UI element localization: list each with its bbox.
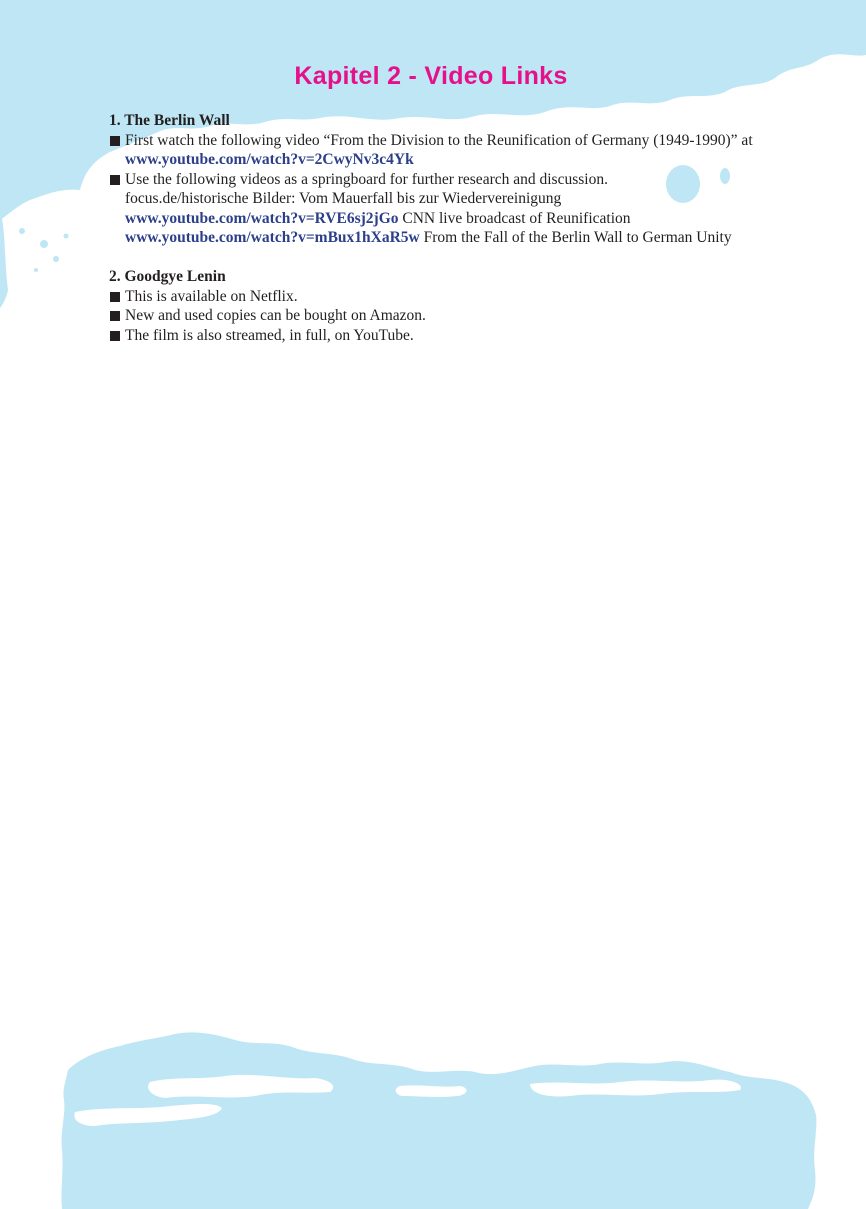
section-heading: 2. Goodgye Lenin — [109, 268, 226, 285]
video-link[interactable]: www.youtube.com/watch?v=mBux1hXaR5w — [125, 229, 420, 246]
list-item — [109, 131, 849, 151]
square-bullet-icon — [110, 136, 120, 146]
link-line — [109, 209, 849, 229]
square-bullet-icon — [110, 331, 120, 341]
page-title: Kapitel 2 - Video Links — [294, 62, 568, 90]
square-bullet-icon — [110, 175, 120, 185]
square-bullet-icon — [110, 311, 120, 321]
link-description: CNN live broadcast of Reunification — [402, 209, 631, 227]
item-text: This is available on Netflix. — [125, 287, 298, 305]
list-item — [109, 306, 849, 326]
square-bullet-icon — [110, 292, 120, 302]
item-text: New and used copies can be bought on Amazon. — [125, 307, 426, 324]
link-line — [109, 150, 849, 170]
list-item — [109, 170, 849, 190]
video-link[interactable]: www.youtube.com/watch?v=RVE6sj2jGo — [125, 209, 399, 227]
section-goodbye-lenin — [109, 267, 849, 345]
section-berlin-wall — [109, 111, 849, 248]
item-text: Use the following videos as a springboard for further research and discussion. — [125, 170, 608, 188]
item-text: First watch the following video “From the Division to the Reunification of Germany (1949-1990)” at — [125, 131, 753, 149]
link-description: From the Fall of the Berlin Wall to German Unity — [423, 229, 732, 246]
item-text: The film is also streamed, in full, on YouTube. — [125, 326, 414, 344]
list-item — [109, 287, 849, 307]
item-text-line: focus.de/historische Bilder: Vom Mauerfall bis zur Wiedervereinigung — [125, 190, 562, 207]
section-heading: 1. The Berlin Wall — [109, 112, 230, 129]
video-link[interactable]: www.youtube.com/watch?v=2CwyNv3c4Yk — [125, 151, 414, 168]
link-line — [109, 228, 849, 248]
list-item — [109, 326, 849, 346]
